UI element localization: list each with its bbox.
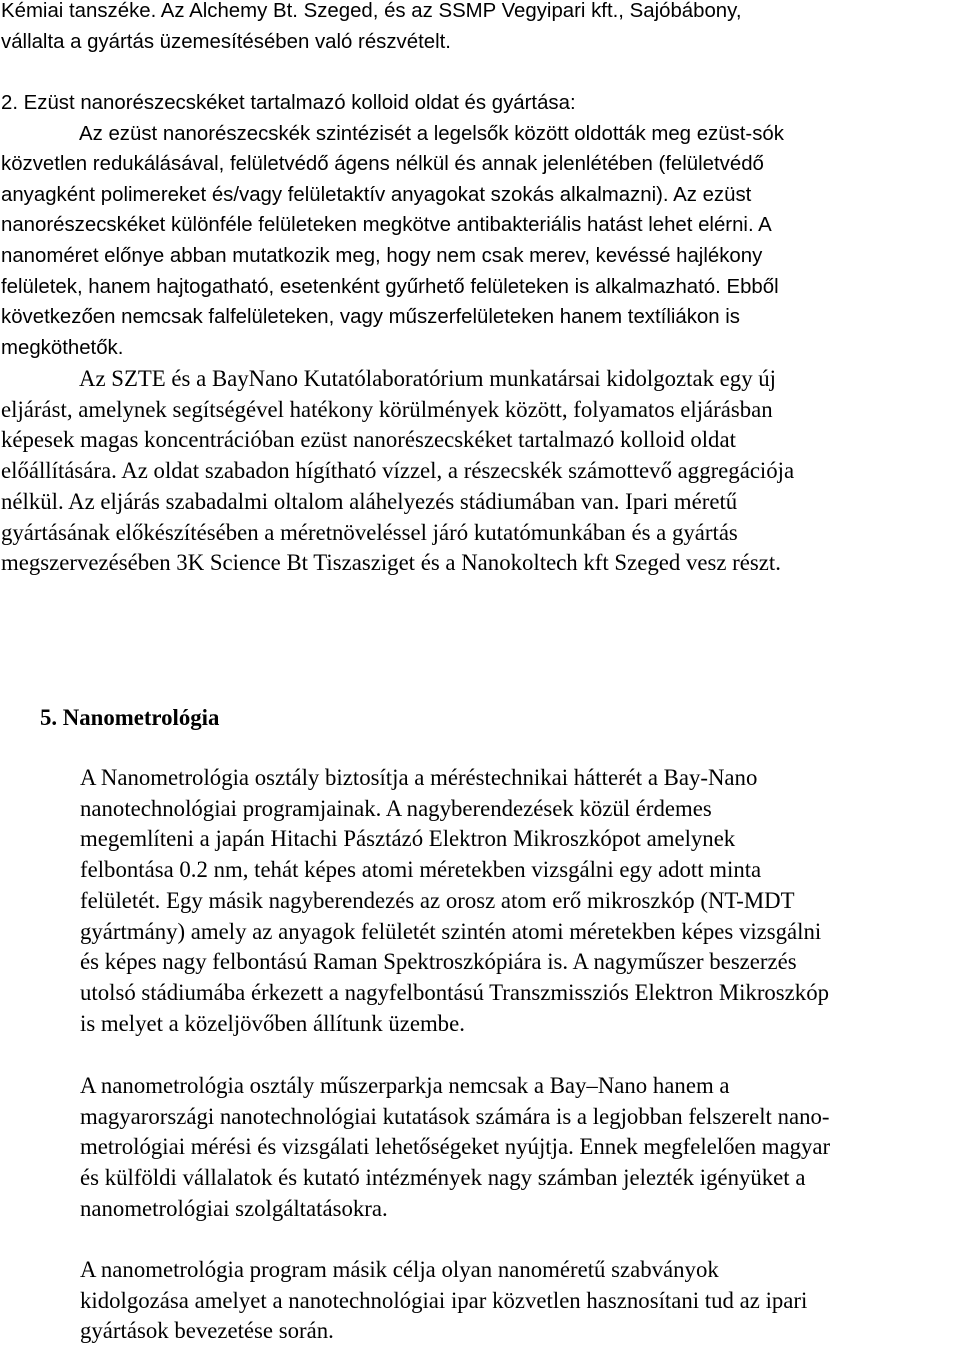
section-5-heading: 5. Nanometrológia: [40, 705, 220, 730]
text-line: és külföldi vállalatok és kutató intézmények nagy számban jelezték igényüket a: [80, 1165, 806, 1191]
text-line: felületek, hanem hajtogatható, esetenként gyűrhető felületeken is alkalmazható. Ebből: [1, 275, 779, 298]
text-line: Kémiai tanszéke. Az Alchemy Bt. Szeged, és az SSMP Vegyipari kft., Sajóbábony,: [1, 0, 742, 22]
text-line: megszervezésében 3K Science Bt Tiszasziget és a Nanokoltech kft Szeged vesz részt.: [1, 550, 781, 576]
text-line: A Nanometrológia osztály biztosítja a méréstechnikai hátterét a Bay-Nano: [80, 765, 758, 790]
text-line: Az ezüst nanorészecskék szintézisét a legelsők között oldották meg ezüst-sók: [79, 122, 784, 145]
text-line: nanoméret előnye abban mutatkozik meg, hogy nem csak merev, kevéssé hajlékony: [1, 244, 763, 267]
text-line: vállalta a gyártás üzemesítésében való részvételt.: [1, 30, 451, 53]
text-line: közvetlen redukálásával, felületvédő ágens nélkül és annak jelenlétében (felületvédő: [1, 153, 764, 176]
text-line: előállítására. Az oldat szabadon hígítható vízzel, a részecskék számottevő aggregációja: [1, 458, 795, 484]
text-line: gyártmány) amely az anyagok felületét szintén atomi méretekben képes vizsgálni: [80, 918, 822, 944]
text-line: megemlíteni a japán Hitachi Pásztázó Elektron Mikroszkópot amelynek: [80, 826, 736, 852]
text-line: nanorészecskéket különféle felületeken megkötve antibakteriális hatást lehet elérni. A: [1, 214, 772, 237]
text-line: A nanometrológia program másik célja olyan nanoméretű szabványok: [80, 1257, 719, 1282]
section-5-paragraph-3: [80, 1255, 807, 1347]
text-line: Az SZTE és a BayNano Kutatólaboratórium munkatársai kidolgoztak egy új: [79, 366, 777, 391]
text-line: következően nemcsak falfelületeken, vagy műszerfelületeken hanem textíliákon is: [1, 306, 740, 329]
text-line: anyagként polimereket és/vagy felületaktív anyagokat szokás alkalmazni). Az ezüst: [1, 183, 752, 206]
section-5-paragraph-2: [80, 1071, 830, 1225]
text-line: magyarországi nanotechnológiai kutatások számára is a legjobban felszerelt nano-: [80, 1103, 830, 1129]
text-line: gyártások bevezetése során.: [80, 1318, 334, 1344]
text-line: nanometrológiai szolgáltatásokra.: [80, 1195, 388, 1221]
section-2-paragraph: [1, 88, 784, 363]
section-2-title: 2. Ezüst nanorészecskéket tartalmazó kolloid oldat és gyártása:: [1, 92, 576, 114]
text-line: eljárást, amelynek segítségével hatékony körülmények között, folyamatos eljárásban: [1, 396, 773, 422]
text-line: felületét. Egy másik nagyberendezés az orosz atom erő mikroszkóp (NT-MDT: [80, 887, 795, 913]
text-line: metrológiai mérési és vizsgálati lehetőségeket nyújtja. Ennek megfelelően magyar: [80, 1134, 831, 1160]
text-line: nélkül. Az eljárás szabadalmi oltalom aláhelyezés stádiumában van. Ipari méretű: [1, 488, 738, 514]
text-line: is melyet a közeljövőben állítunk üzembe.: [80, 1010, 465, 1036]
text-line: utolsó stádiumába érkezett a nagyfelbontású Transzmissziós Elektron Mikroszkóp: [80, 979, 829, 1005]
text-line: és képes nagy felbontású Raman Spektroszkópiára is. A nagyműszer beszerzés: [80, 949, 797, 975]
text-line: nanotechnológiai programjainak. A nagyberendezések közül érdemes: [80, 795, 712, 821]
text-line: megköthetők.: [1, 336, 124, 359]
intro-paragraph: [1, 0, 742, 57]
section-2-serif-paragraph: [1, 364, 794, 579]
text-line: képesek magas koncentrációban ezüst nanorészecskéket tartalmazó kolloid oldat: [1, 427, 736, 453]
text-line: gyártásának előkészítésében a méretnöveléssel járó kutatómunkában és a gyártás: [1, 519, 738, 545]
text-line: A nanometrológia osztály műszerparkja nemcsak a Bay–Nano hanem a: [80, 1073, 730, 1098]
text-line: felbontása 0.2 nm, tehát képes atomi méretekben vizsgálni egy adott minta: [80, 857, 762, 883]
text-line: kidolgozása amelyet a nanotechnológiai ipar közvetlen hasznosítani tud az ipari: [80, 1287, 808, 1313]
section-5-paragraph-1: [80, 763, 829, 1039]
